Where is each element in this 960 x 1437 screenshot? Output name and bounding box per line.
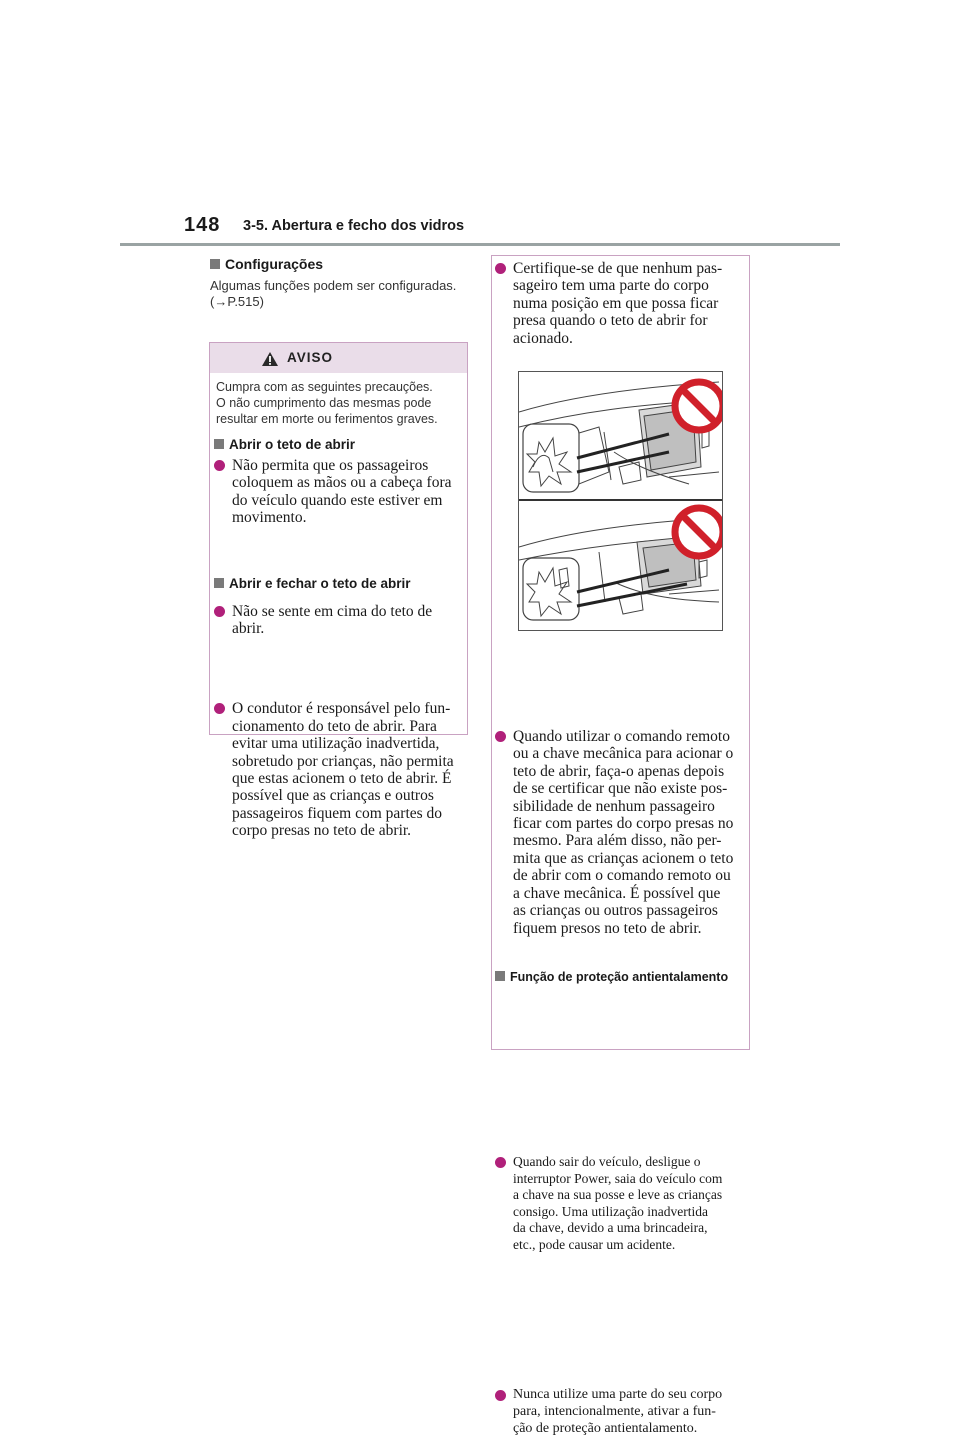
antipinch-heading: Função de proteção antientalamento — [495, 970, 728, 984]
square-bullet-icon — [214, 439, 224, 449]
bullet-dot-icon — [495, 1390, 506, 1401]
bullet-dot-icon — [214, 460, 225, 471]
square-bullet-icon — [210, 259, 220, 269]
right-bullet: Quando utilizar o comando remoto ou a chave mecânica para acionar o teto de abrir, faça-o apenas depois de se certificar que não existe pos- sibilidade de nenhum passageiro ficar com partes do corpo presas no mesmo. Para além disso, não per- mita que as crianças acionem o teto de abrir com o comando remoto ou a chave mecânica. É possível que as crianças ou outros passageiros fiquem presos no teto de abrir. — [495, 728, 763, 937]
right-bullet: Nunca utilize uma parte do seu corpo para, intencionalmente, ativar a fun- ção de proteção antientalamento. — [495, 1387, 765, 1437]
page-number: 148 — [184, 214, 221, 236]
right-bullet: Certifique-se de que nenhum pas- sageiro tem uma parte do corpo numa posição em que possa ficar presa quando o teto de abrir for acionado. — [495, 260, 763, 347]
bullet-dot-icon — [214, 606, 225, 617]
section-title: 3-5. Abertura e fecho dos vidros — [243, 218, 465, 234]
warning-bullet: Não permita que os passageiros coloquem as mãos ou a cabeça fora do veículo quando este estiver em movimento. — [214, 457, 482, 527]
config-heading: Configurações — [210, 256, 323, 272]
warning-header — [210, 343, 467, 373]
warning-box — [209, 342, 468, 840]
header-divider — [120, 243, 840, 246]
warning-title: AVISO — [287, 350, 334, 365]
bullet-dot-icon — [495, 263, 506, 274]
bullet-dot-icon — [495, 731, 506, 742]
warning-subheading-open-close: Abrir e fechar o teto de abrir — [214, 576, 411, 591]
warning-intro: Cumpra com as seguintes precauções. O não cumprimento das mesmas pode resultar em morte ou ferimentos graves. — [216, 380, 438, 426]
warning-subheading-open: Abrir o teto de abrir — [214, 437, 355, 452]
warning-triangle-icon — [261, 351, 279, 367]
config-text: Algumas funções podem ser configuradas. (→P.515) — [210, 278, 457, 309]
warning-bullet: Não se sente em cima do teto de abrir. — [214, 603, 482, 638]
warning-bullet: O condutor é responsável pelo fun- cionamento do teto de abrir. Para evitar uma utilização inadvertida, sobretudo por crianças, não permita que estas acionem o teto de abrir. É possível que as crianças e outros passageiros fiquem com partes do corpo presas no teto de abrir. — [214, 700, 482, 839]
bullet-dot-icon — [495, 1157, 506, 1168]
bullet-dot-icon — [214, 703, 225, 714]
square-bullet-icon — [214, 578, 224, 588]
right-bullet: Quando sair do veículo, desligue o interruptor Power, saia do veículo com a chave na sua posse e leve as crianças consigo. Uma utilização inadvertida da chave, devido a uma brincadeira, etc., pode causar um acidente. — [495, 1154, 765, 1254]
sunroof-illustration — [518, 371, 723, 631]
square-bullet-icon — [495, 971, 505, 981]
sunroof-pinch-hazard-illustration — [519, 372, 722, 630]
